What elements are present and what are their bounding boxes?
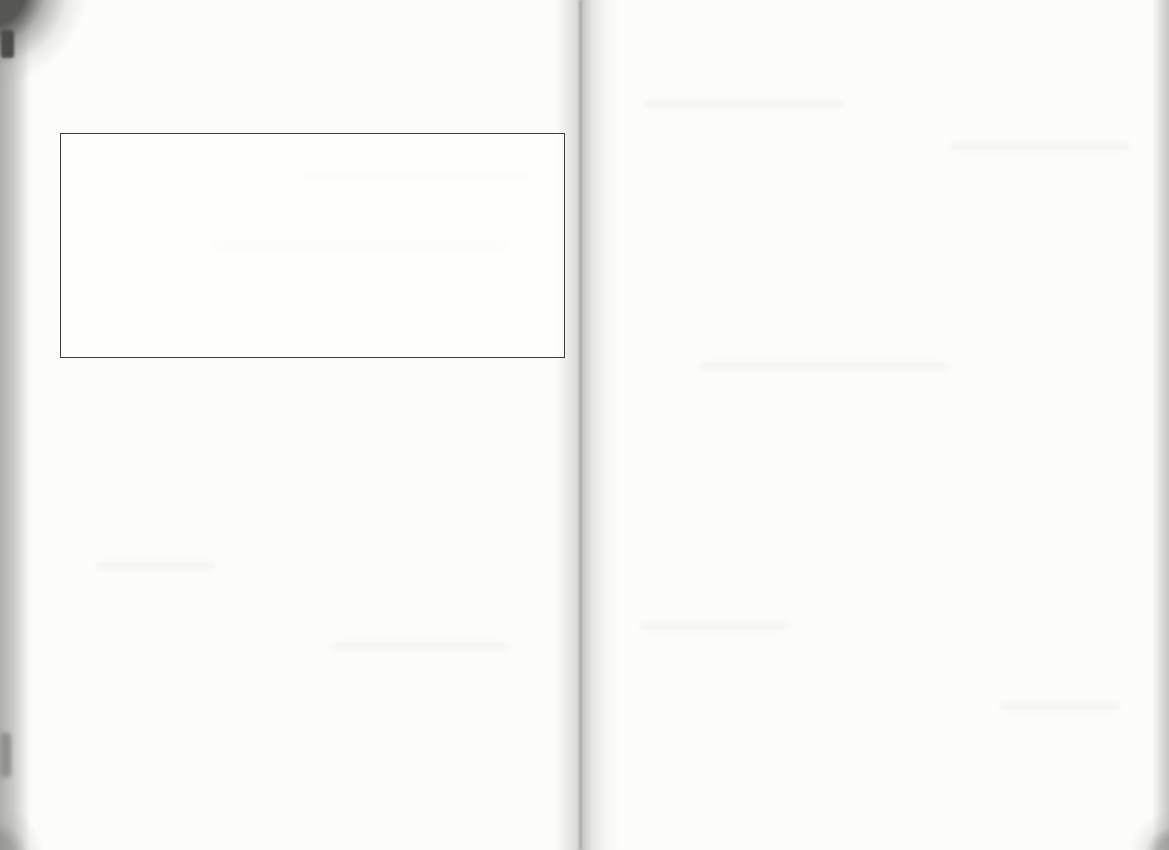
bleed-through-artifact bbox=[700, 362, 950, 370]
bleed-through-artifact bbox=[95, 562, 215, 570]
top-left-corner-shadow bbox=[0, 0, 120, 120]
bleed-through-artifact bbox=[330, 642, 510, 650]
left-edge-mark bbox=[0, 733, 11, 777]
bottom-right-corner-shadow bbox=[1123, 814, 1169, 850]
bleed-through-artifact bbox=[645, 100, 845, 108]
bleed-through-artifact bbox=[640, 622, 790, 630]
bleed-through-artifact bbox=[1000, 702, 1120, 710]
light-curve-chart bbox=[60, 133, 565, 358]
bleed-through-artifact bbox=[950, 142, 1130, 150]
left-edge-mark bbox=[1, 30, 14, 58]
page-gutter-fold-line bbox=[579, 0, 582, 850]
right-scan-edge bbox=[1152, 0, 1169, 850]
light-curve-chart-svg bbox=[61, 134, 562, 355]
page-gutter-shadow bbox=[556, 0, 620, 850]
left-scan-edge bbox=[0, 0, 30, 850]
bottom-left-corner-shadow bbox=[0, 796, 54, 850]
